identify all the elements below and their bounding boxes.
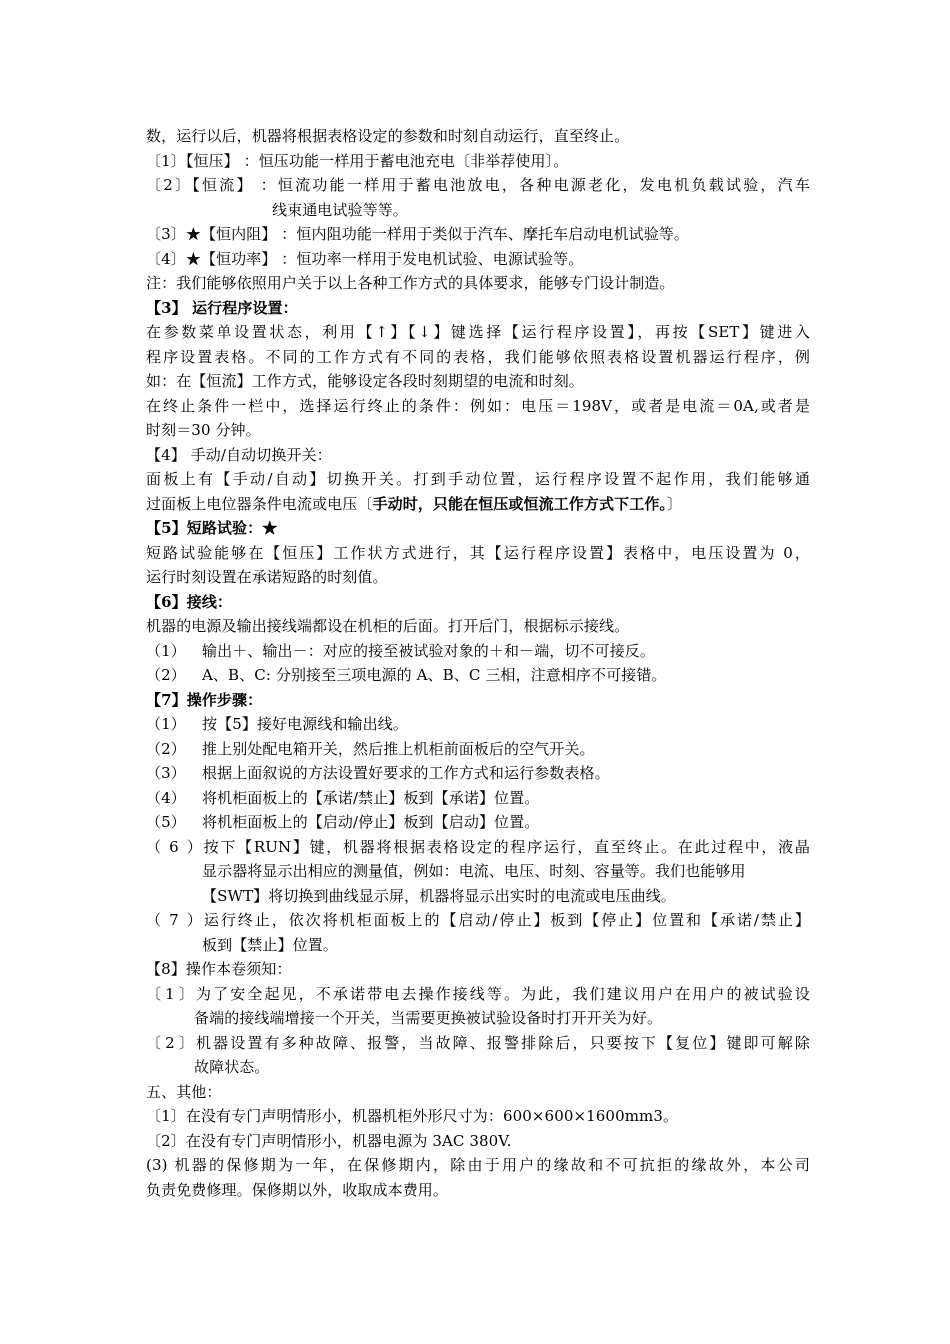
paragraph-line: 时刻＝30 分钟。 [146, 421, 261, 439]
paragraph-line: 面板上有【手动/自动】切换开关。打到手动位置，运行程序设置不起作用，我们能够通 [146, 470, 810, 488]
text-run: 过面板上电位器条件电流或电压〔 [146, 494, 373, 513]
mode-line: 〔4〕★【恒功率】 ：恒功率一样用于发电机试验、电源试验等。 [146, 249, 584, 268]
list-item-continued: 【SWT】将切换到曲线显示屏，机器将显示出实时的电流或电压曲线。 [202, 886, 676, 905]
list-text: 输出＋、输出－：对应的接至被试验对象的＋和－端，切不可接反。 [202, 641, 656, 660]
list-number: （3） [146, 764, 186, 782]
list-text: 将机柜面板上的【承诺/禁止】板到【承诺】位置。 [202, 788, 540, 807]
list-text: 按【5】接好电源线和输出线。 [202, 715, 408, 733]
list-text: 推上别处配电箱开关，然后推上机柜前面板后的空气开关。 [202, 739, 595, 758]
bold-emphasis: 手动时，只能在恒压或恒流工作方式下工作。 [372, 494, 668, 513]
list-item-continued: 显示器将显示出相应的测量值，例如：电流、电压、时刻、容量等。我们也能够用 [202, 862, 746, 880]
paragraph-line [146, 492, 810, 517]
paragraph-line: 〔2〕在没有专门声明情形小，机器电源为 3AC 380V. [146, 1131, 512, 1150]
list-text: 根据上面叙说的方法设置好要求的工作方式和运行参数表格。 [202, 764, 610, 782]
section-heading: 【3】 运行程序设置： [146, 298, 298, 317]
section-heading: 【7】操作步骤： [146, 690, 263, 709]
section-heading: 【8】操作本卷须知： [146, 960, 292, 978]
list-item [146, 982, 810, 1007]
list-item [146, 786, 810, 811]
section-heading: 【5】短路试验：★ [146, 519, 278, 537]
paragraph-line: 〔1〕在没有专门声明情形小，机器机柜外形尺寸为：600×600×1600mm3。 [146, 1107, 679, 1125]
document-body [146, 124, 810, 1202]
list-number: （4） [146, 788, 186, 807]
list-item [146, 810, 810, 835]
list-item [146, 835, 810, 860]
paragraph-line: 在参数菜单设置状态，利用【↑】【↓】键选择【运行程序设置】，再按【SET】键进入 [146, 323, 810, 341]
list-text: 运行终止，依次将机柜面板上的【启动/停止】板到【停止】位置和【承诺/禁止】 [202, 911, 810, 929]
list-item-continued: 备端的接线端增接一个开关，当需要更换被试验设备时打开开关为好。 [194, 1009, 663, 1027]
list-number: （2） [146, 739, 186, 758]
paragraph-line: 运行时刻设置在承诺短路的时刻值。 [146, 568, 388, 586]
list-item [146, 712, 810, 737]
mode-line: 〔2〕【恒流】 ：恒流功能一样用于蓄电池放电，各种电源老化，发电机负载试验，汽车 [146, 176, 810, 194]
list-number: （2） [146, 666, 186, 684]
list-text: 将机柜面板上的【启动/停止】板到【启动】位置。 [202, 813, 540, 831]
list-item [146, 737, 810, 762]
list-item [146, 1031, 810, 1056]
paragraph-line: 程序设置表格。不同的工作方式有不同的表格，我们能够依照表格设置机器运行程序，例 [146, 347, 810, 366]
paragraph-line: 机器的电源及输出接线端都设在机柜的后面。打开后门，根据标示接线。 [146, 617, 630, 635]
list-number: （7） [146, 911, 202, 929]
list-number: 〔1〕 [146, 984, 194, 1003]
mode-line: 〔1〕【恒压】 ：恒压功能一样用于蓄电池充电〔非举荐使用〕。 [146, 151, 569, 170]
section-heading: 五、其他： [146, 1082, 222, 1101]
list-item [146, 639, 810, 664]
list-number: （6） [146, 837, 202, 856]
section-heading: 【6】接线： [146, 592, 233, 611]
paragraph-line: 短路试验能够在【恒压】工作状方式进行，其【运行程序设置】表格中，电压设置为 0， [146, 543, 810, 562]
list-item [146, 663, 810, 688]
note-line: 注：我们能够依照用户关于以上各种工作方式的具体要求，能够专门设计制造。 [146, 274, 675, 292]
list-text: 机器设置有多种故障、报警，当故障、报警排除后，只要按下【复位】键即可解除 [194, 1033, 810, 1052]
list-number: （1） [146, 641, 186, 660]
intro-line: 数，运行以后，机器将根据表格设定的参数和时刻自动运行，直至终止。 [146, 127, 630, 145]
list-item [146, 908, 810, 933]
list-text: 为了安全起见，不承诺带电去操作接线等。为此，我们建议用户在用户的被试验设 [194, 984, 810, 1003]
list-number: （5） [146, 813, 186, 831]
mode-line: 〔3〕★【恒内阻】 ：恒内阻功能一样用于类似于汽车、摩托车启动电机试验等。 [146, 225, 690, 243]
paragraph-line: 负责免费修理。保修期以外，收取成本费用。 [146, 1180, 449, 1199]
list-number: 〔2〕 [146, 1033, 194, 1052]
list-number: （1） [146, 715, 186, 733]
list-text: A、B、C: 分别接至三项电源的 A、B、C 三相，注意相序不可接错。 [202, 666, 667, 684]
list-item [146, 761, 810, 786]
paragraph-line: 如：在【恒流】工作方式，能够设定各段时刻期望的电流和时刻。 [146, 372, 584, 390]
list-text: 按下【RUN】键，机器将根据表格设定的程序运行，直至终止。在此过程中，液晶 [202, 837, 810, 856]
list-item-continued: 板到【禁止】位置。 [202, 935, 338, 954]
paragraph-line: 在终止条件一栏中，选择运行终止的条件：例如：电压＝198V，或者是电流＝0A,或者是 [146, 396, 810, 415]
mode-line-continued: 线束通电试验等等。 [272, 200, 408, 219]
list-item-continued: 故障状态。 [194, 1058, 270, 1076]
text-run: 〕 [667, 494, 683, 513]
section-heading: 【4】 手动/自动切换开关： [146, 445, 332, 464]
paragraph-line: (3) 机器的保修期为一年，在保修期内，除由于用户的缘故和不可抗拒的缘故外，本公司 [146, 1156, 810, 1174]
